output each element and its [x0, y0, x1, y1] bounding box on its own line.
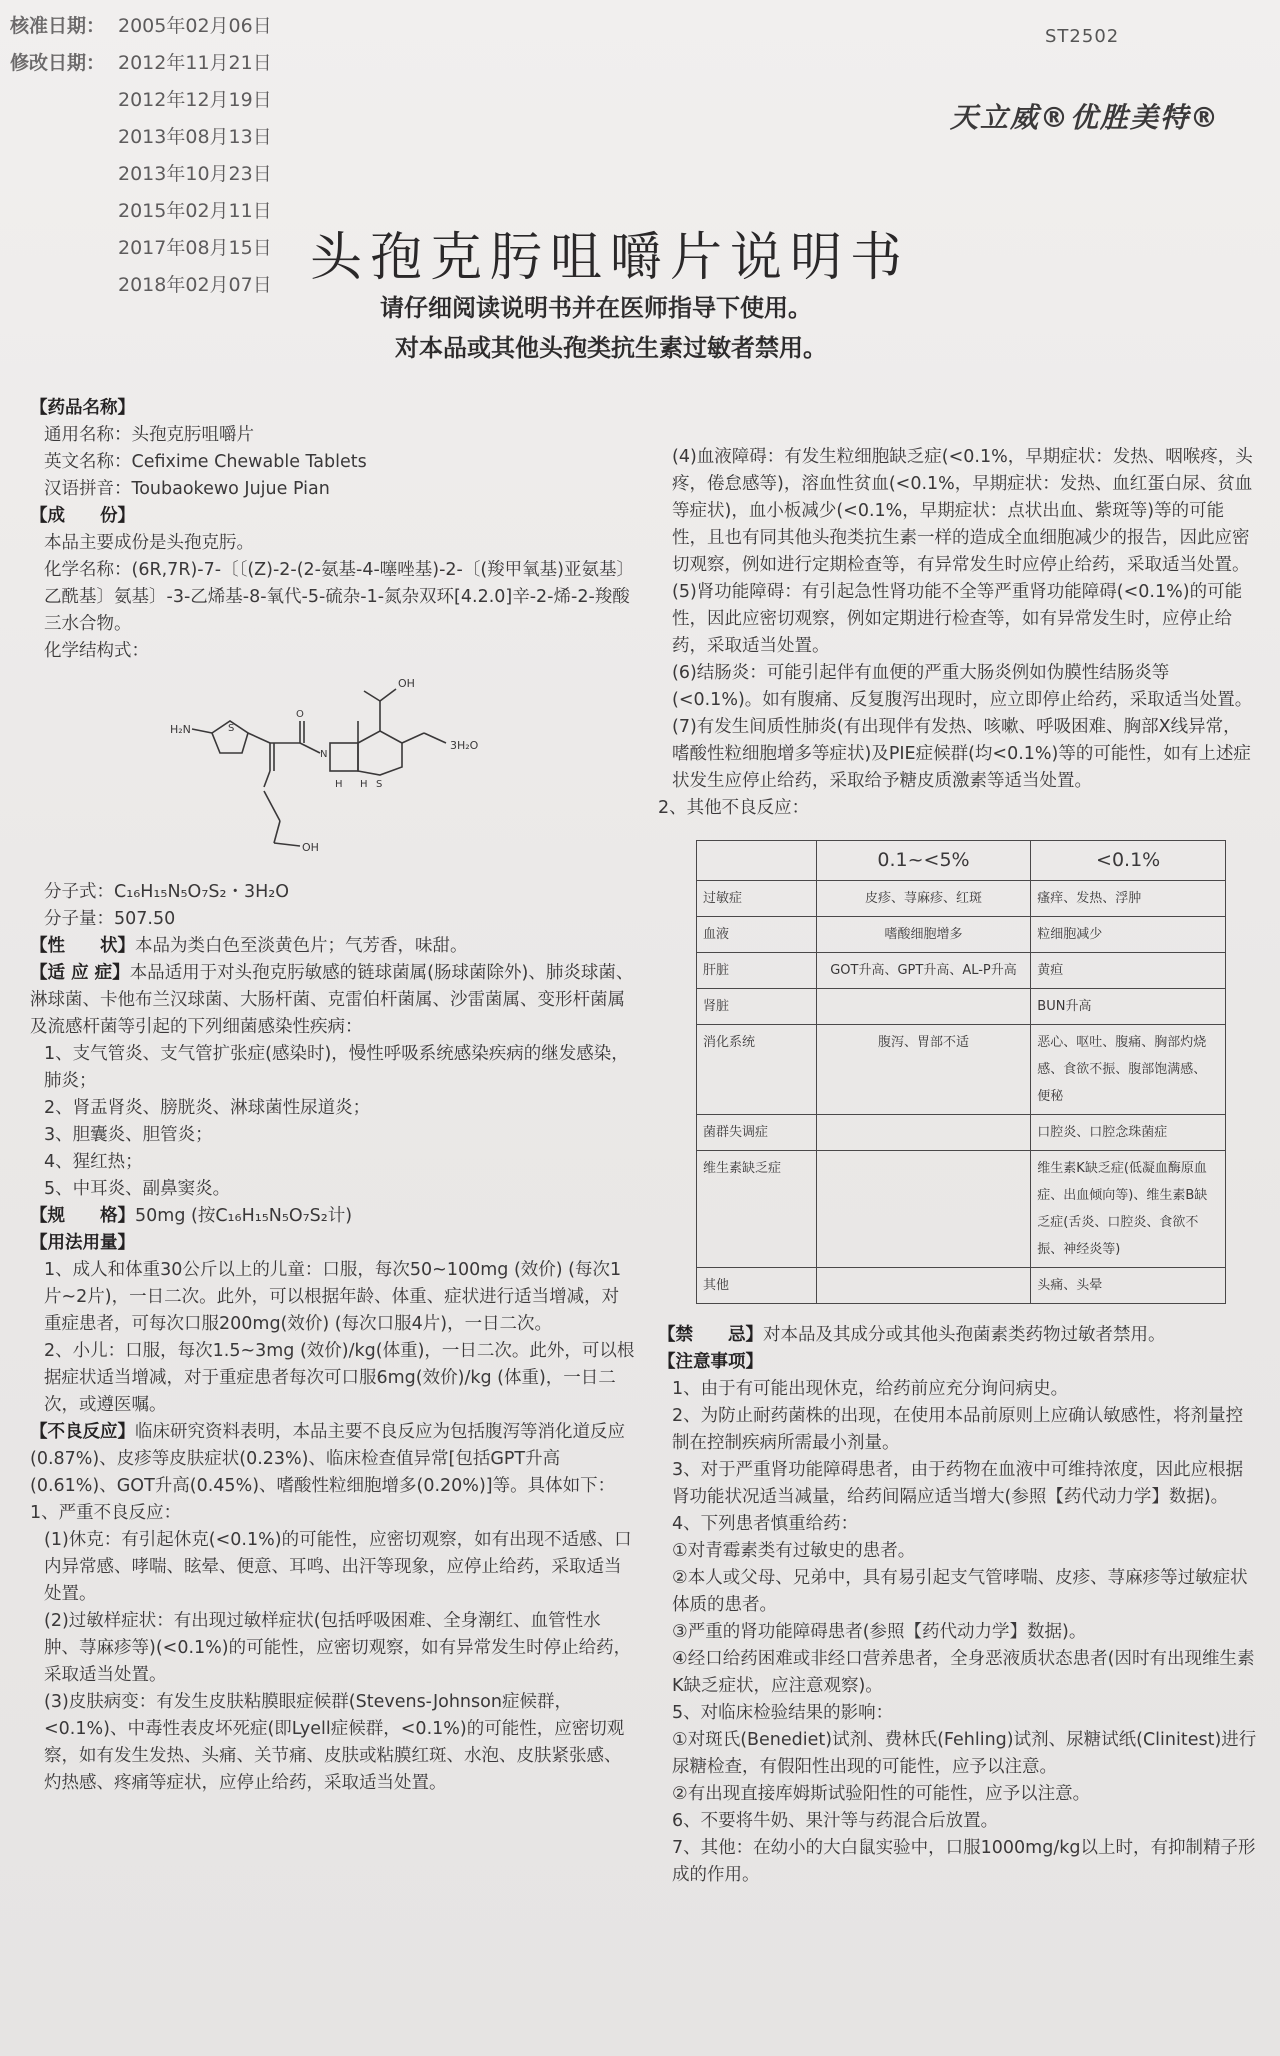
table-cell: 瘙痒、发热、浮肿: [1031, 881, 1226, 917]
adverse-reaction-table: [696, 840, 1226, 1304]
table-row: [697, 881, 1226, 917]
table-row: [697, 917, 1226, 953]
table-cell: 腹泻、胃部不适: [816, 1025, 1031, 1115]
indications-text: 本品适用于对头孢克肟敏感的链球菌属(肠球菌除外)、肺炎球菌、淋球菌、卡他布兰汉球菌、大肠杆菌、克雷伯杆菌属、沙雷菌属、变形杆菌属及流感杆菌等引起的下列细菌感染性疾病：: [30, 963, 634, 1037]
serious-heading: 1、严重不良反应：: [30, 1503, 182, 1523]
chemical-structure-diagram: [170, 671, 500, 871]
revision-date: 2015年02月11日: [118, 200, 272, 222]
document-code: ST2502: [1045, 26, 1120, 47]
molecular-weight: 分子量：507.50: [44, 909, 176, 929]
page-title: 头孢克肟咀嚼片说明书: [310, 228, 911, 288]
hydroxyl-label: OH: [302, 841, 319, 854]
table-row: [697, 1268, 1226, 1304]
thiazine-ring: [358, 731, 402, 775]
section-heading: 【禁 忌】: [658, 1325, 763, 1345]
list-item: 7、其他：在幼小的大白鼠实验中，口服1000mg/kg以上时，有抑制精子形成的作用。: [672, 1838, 1256, 1885]
list-item: 2、肾盂肾炎、膀胱炎、淋球菌性尿道炎；: [44, 1098, 371, 1118]
adverse-intro: 临床研究资料表明，本品主要不良反应为包括腹泻等消化道反应(0.87%)、皮疹等皮肤症状(0.23%)、临床检查值异常[包括GPT升高(0.61%)、GOT升高(0.45%)、嗜酸性粒细胞增多(0.20%)]等。具体如下：: [30, 1422, 625, 1496]
beta-lactam-ring: [330, 743, 358, 771]
list-item: (6)结肠炎：可能引起伴有血便的严重大肠炎例如伪膜性结肠炎等(<0.1%)。如有腹痛、反复腹泻出现时，应立即停止给药，采取适当处置。: [672, 663, 1253, 710]
table-cell: 维生素缺乏症: [697, 1151, 817, 1268]
table-cell: 恶心、呕吐、腹痛、胸部灼烧感、食欲不振、腹部饱满感、便秘: [1031, 1025, 1226, 1115]
section-heading: 【规 格】: [30, 1206, 135, 1226]
table-header: [697, 841, 817, 881]
contra-text: 对本品及其成分或其他头孢菌素类药物过敏者禁用。: [763, 1325, 1166, 1345]
section-heading: 【不良反应】: [30, 1422, 135, 1442]
english-name: 英文名称：Cefixime Chewable Tablets: [44, 452, 367, 472]
brand-logo: 天立威®优胜美特®: [950, 101, 1221, 134]
list-item: 1、支气管炎、支气管扩张症(感染时)，慢性呼吸系统感染疾病的继发感染，肺炎；: [44, 1044, 629, 1091]
list-item: 1、由于有可能出现休克，给药前应充分询问病史。: [672, 1379, 1069, 1399]
chemical-name: 化学名称：(6R,7R)-7-〔〔(Z)-2-(2-氨基-4-噻唑基)-2-〔(羧甲氧基)亚氨基〕乙酰基〕氨基〕-3-乙烯基-8-氧代-5-硫杂-1-氮杂双环[4.2.0]辛-2-烯-2-羧酸三水合物。: [44, 560, 635, 634]
hydroxyl-label: OH: [398, 677, 415, 690]
table-cell: 维生素K缺乏症(低凝血酶原血症、出血倾向等)、维生素B缺乏症(舌炎、口腔炎、食欲不振、神经炎等): [1031, 1151, 1226, 1268]
list-item: (4)血液障碍：有发生粒细胞缺乏症(<0.1%，早期症状：发热、咽喉疼，头疼，倦怠感等)，溶血性贫血(<0.1%，早期症状：发热、血红蛋白尿、贫血等症状)，血小板减少(<0.1%，早期症状：点状出血、紫斑等)等的可能性，且也有同其他头孢类抗生素一样的造成全血细胞减少的报告，因此应密切观察，例如进行定期检查等，有异常发生时应停止给药，采取适当处置。: [672, 447, 1253, 575]
list-item: 4、下列患者慎重给药：: [672, 1514, 859, 1534]
section-heading: 【用法用量】: [30, 1233, 135, 1253]
list-item: 4、猩红热；: [44, 1152, 143, 1172]
approval-label: 核准日期：: [10, 15, 106, 37]
pinyin-name: 汉语拼音：Toubaokewo Jujue Pian: [44, 479, 330, 499]
approval-date: 2005年02月06日: [118, 15, 272, 37]
list-item: 1、成人和体重30公斤以上的儿童：口服，每次50~100mg (效价) (每次1片~2片)，一日二次。此外，可以根据年龄、体重、症状进行适当增减，对重症患者，可每次口服200mg(效价) (每次口服4片)，一日二次。: [44, 1260, 622, 1334]
left-column: [30, 395, 635, 1797]
table-cell: 头痛、头晕: [1031, 1268, 1226, 1304]
atom-label: S: [376, 779, 383, 790]
table-cell: [816, 989, 1031, 1025]
table-cell: 粒细胞减少: [1031, 917, 1226, 953]
revision-date: 2012年12月19日: [118, 89, 272, 111]
list-item: ①对斑氏(Benediet)试剂、费林氏(Fehling)试剂、尿糖试纸(Clinitest)进行尿糖检查，有假阳性出现的可能性，应予以注意。: [672, 1730, 1257, 1777]
table-cell: 其他: [697, 1268, 817, 1304]
table-row: [697, 989, 1226, 1025]
table-row: [697, 1151, 1226, 1268]
table-cell: [816, 1115, 1031, 1151]
list-item: (3)皮肤病变：有发生皮肤粘膜眼症候群(Stevens-Johnson症候群，<0.1%)、中毒性表皮坏死症(即Lyell症候群，<0.1%)的可能性，应密切观察，如有发生发热、头痛、关节痛、皮肤或粘膜红斑、水泡、皮肤紧张感、灼热感、疼痛等症状，应停止给药，采取适当处置。: [44, 1692, 625, 1793]
list-item: (1)休克：有引起休克(<0.1%)的可能性，应密切观察，如有出现不适感、口内异常感、哮喘、眩晕、便意、耳鸣、出汗等现象，应停止给药，采取适当处置。: [44, 1530, 632, 1604]
table-cell: GOT升高、GPT升高、AL-P升高: [816, 953, 1031, 989]
list-item: 6、不要将牛奶、果汁等与药混合后放置。: [672, 1811, 999, 1831]
table-row: [697, 953, 1226, 989]
table-cell: BUN升高: [1031, 989, 1226, 1025]
table-cell: 消化系统: [697, 1025, 817, 1115]
molecular-formula: 分子式：C₁₆H₁₅N₅O₇S₂・3H₂O: [44, 882, 290, 902]
list-item: 2、为防止耐药菌株的出现，在使用本品前原则上应确认敏感性，将剂量控制在控制疾病所需最小剂量。: [672, 1406, 1244, 1453]
revision-date: 2018年02月07日: [118, 274, 272, 296]
table-cell: 肝脏: [697, 953, 817, 989]
main-ingredient: 本品主要成份是头孢克肟。: [44, 533, 254, 553]
list-item: 3、胆囊炎、胆管炎；: [44, 1125, 213, 1145]
warning-line: 对本品或其他头孢类抗生素过敏者禁用。: [395, 334, 827, 362]
table-cell: [816, 1268, 1031, 1304]
list-item: (2)过敏样症状：有出现过敏样症状(包括呼吸困难、全身潮红、血管性水肿、荨麻疹等)(<0.1%)的可能性，应密切观察，如有异常发生时停止给药，采取适当处置。: [44, 1611, 632, 1685]
table-header-row: [697, 841, 1226, 881]
section-heading: 【药品名称】: [30, 398, 135, 418]
character-text: 本品为类白色至淡黄色片；气芳香，味甜。: [135, 936, 468, 956]
warning-line: 请仔细阅读说明书并在医师指导下使用。: [380, 294, 812, 322]
revision-date: 2013年10月23日: [118, 163, 272, 185]
structure-svg: [170, 671, 500, 871]
amine-label: H₂N: [170, 723, 191, 736]
table-header: 0.1~<5%: [816, 841, 1031, 881]
list-item: ②本人或父母、兄弟中，具有易引起支气管哮喘、皮疹、荨麻疹等过敏症状体质的患者。: [672, 1568, 1248, 1615]
list-item: 5、对临床检验结果的影响：: [672, 1703, 894, 1723]
section-heading: 【注意事项】: [658, 1352, 763, 1372]
list-item: 3、对于严重肾功能障碍患者，由于药物在血液中可维持浓度，因此应根据肾功能状况适当减量，给药间隔应适当增大(参照【药代动力学】数据)。: [672, 1460, 1244, 1507]
table-row: [697, 1115, 1226, 1151]
right-column: [658, 444, 1258, 1889]
spec-text: 50mg (按C₁₆H₁₅N₅O₇S₂计): [135, 1206, 353, 1226]
date-block: [10, 8, 298, 304]
section-heading: 【适 应 症】: [30, 963, 130, 983]
table-cell: [816, 1151, 1031, 1268]
table-cell: 黄疸: [1031, 953, 1226, 989]
atom-label: H: [335, 779, 343, 790]
list-item: ①对青霉素类有过敏史的患者。: [672, 1541, 916, 1561]
revision-date: 2012年11月21日: [118, 52, 272, 74]
list-item: (5)肾功能障碍：有引起急性肾功能不全等严重肾功能障碍(<0.1%)的可能性，因此应密切观察，例如定期进行检查等，如有异常发生时，应停止给药，采取适当处置。: [672, 582, 1243, 656]
list-item: 5、中耳炎、副鼻窦炎。: [44, 1179, 231, 1199]
table-cell: 口腔炎、口腔念珠菌症: [1031, 1115, 1226, 1151]
generic-name: 通用名称：头孢克肟咀嚼片: [44, 425, 254, 445]
list-item: ②有出现直接库姆斯试验阳性的可能性，应予以注意。: [672, 1784, 1091, 1804]
table-cell: 过敏症: [697, 881, 817, 917]
section-heading: 【成 份】: [30, 506, 135, 526]
table-header: <0.1%: [1031, 841, 1226, 881]
atom-label: S: [228, 723, 235, 734]
table-cell: 血液: [697, 917, 817, 953]
atom-label: N: [320, 749, 328, 760]
revision-label: 修改日期：: [10, 52, 106, 74]
table-cell: 肾脏: [697, 989, 817, 1025]
list-item: ③严重的肾功能障碍患者(参照【药代动力学】数据)。: [672, 1622, 1087, 1642]
table-row: [697, 1025, 1226, 1115]
structure-label: 化学结构式：: [44, 641, 149, 661]
revision-date: 2017年08月15日: [118, 237, 272, 259]
list-item: 2、小儿：口服，每次1.5~3mg (效价)/kg(体重)，一日二次。此外，可以根据症状适当增减，对于重症患者每次可口服6mg(效价)/kg (体重)，一日二次，或遵医嘱。: [44, 1341, 635, 1415]
list-item: (7)有发生间质性肺炎(有出现伴有发热、咳嗽、呼吸困难、胸部X线异常，嗜酸性粒细胞增多等症状)及PIE症候群(均<0.1%)等的可能性，如有上述症状发生应停止给药，采取给予糖皮质激素等适当处置。: [672, 717, 1251, 791]
water-label: 3H₂O: [450, 739, 479, 752]
atom-label: O: [296, 709, 304, 720]
table-cell: 嗜酸细胞增多: [816, 917, 1031, 953]
revision-date: 2013年08月13日: [118, 126, 272, 148]
section-heading: 【性 状】: [30, 936, 135, 956]
list-item: ④经口给药困难或非经口营养患者，全身恶液质状态患者(因时有出现维生素K缺乏症状，应注意观察)。: [672, 1649, 1255, 1696]
table-cell: 皮疹、荨麻疹、红斑: [816, 881, 1031, 917]
atom-label: H: [360, 779, 368, 790]
other-heading: 2、其他不良反应：: [658, 798, 810, 818]
table-cell: 菌群失调症: [697, 1115, 817, 1151]
